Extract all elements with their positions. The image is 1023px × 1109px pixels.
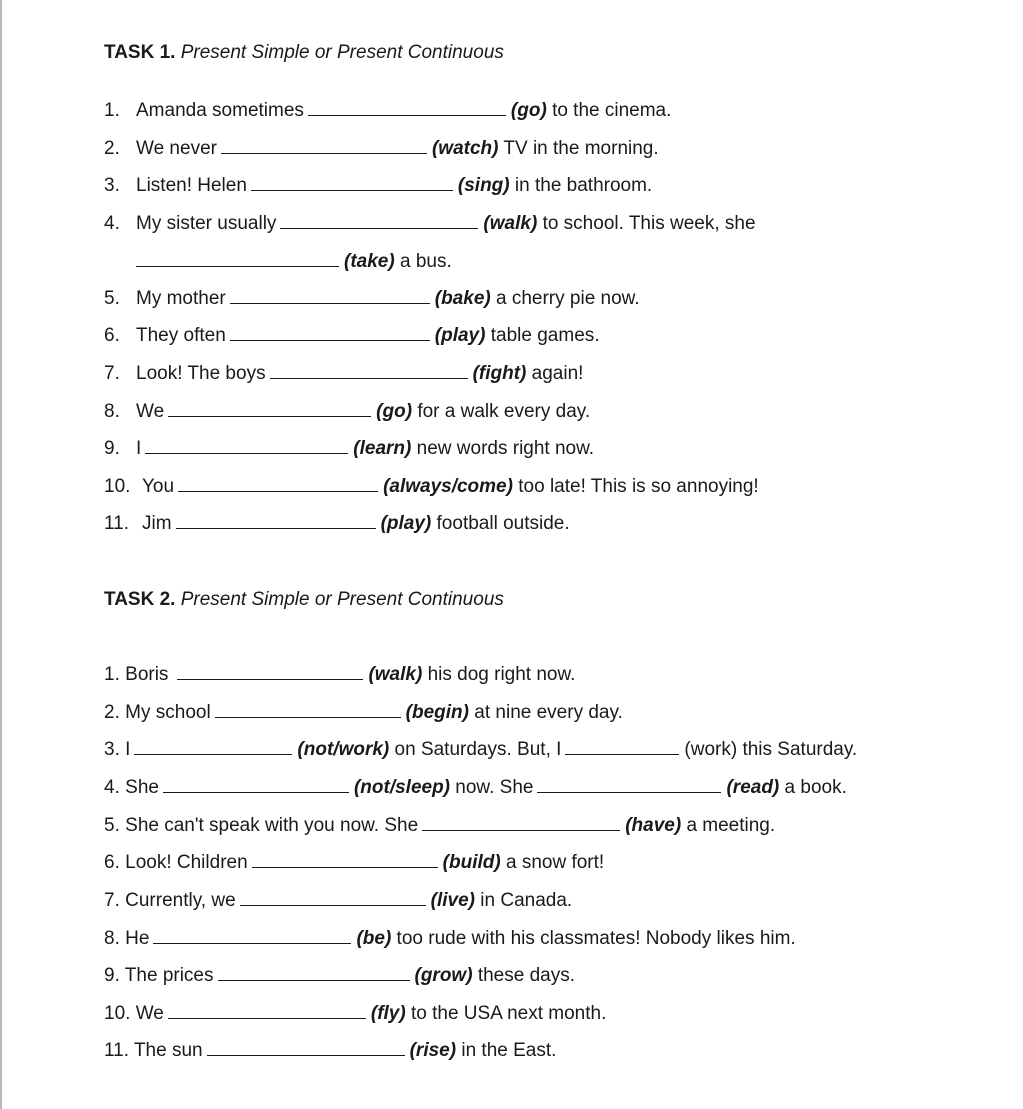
answer-blank-2[interactable] xyxy=(537,776,721,793)
item-number: 11. xyxy=(104,513,130,534)
answer-blank[interactable] xyxy=(153,927,351,944)
item-verb: (take) xyxy=(344,251,395,272)
item-text-before: He xyxy=(125,928,150,949)
item-text-before: We never xyxy=(136,138,217,159)
item-verb: (fight) xyxy=(472,363,527,384)
item-text-before: My school xyxy=(125,702,211,723)
item-text-before: The sun xyxy=(133,1040,203,1061)
item-number: 9. xyxy=(104,438,120,459)
answer-blank[interactable] xyxy=(168,400,371,417)
task1-item-3 xyxy=(104,174,652,198)
task2-item-6 xyxy=(104,851,604,875)
item-number: 10. xyxy=(104,1003,131,1024)
item-number: 7. xyxy=(104,890,120,911)
item-number: 2. xyxy=(104,702,120,723)
item-verb: (play) xyxy=(380,513,432,534)
item-verb: (not/work) xyxy=(297,739,390,760)
answer-blank[interactable] xyxy=(163,776,349,793)
item-text-before: Currently, we xyxy=(125,890,236,911)
task1-item-6 xyxy=(104,324,600,348)
item-number: 7. xyxy=(104,363,120,384)
task1-item-5 xyxy=(104,287,640,311)
task1-item-8 xyxy=(104,400,590,424)
item-verb: (sing) xyxy=(457,175,510,196)
item-text-after: new words right now. xyxy=(416,438,595,459)
item-text-before: You xyxy=(142,476,175,497)
task1-item-11 xyxy=(104,512,570,536)
item-text-after: these days. xyxy=(477,965,575,986)
task1-heading xyxy=(104,41,504,65)
task1-item-10 xyxy=(104,475,759,499)
item-text-before: Listen! Helen xyxy=(136,175,247,196)
item-verb: (fly) xyxy=(370,1003,406,1024)
item-number: 8. xyxy=(104,928,120,949)
item-text-after: in Canada. xyxy=(480,890,573,911)
item-text-before: She xyxy=(125,777,159,798)
item-text-before: Amanda sometimes xyxy=(136,100,304,121)
item-text-after: football outside. xyxy=(436,513,570,534)
answer-blank[interactable] xyxy=(178,475,378,492)
item-text-before: I xyxy=(125,739,131,760)
item-text-before: We xyxy=(135,1003,164,1024)
task2-item-5 xyxy=(104,814,775,838)
task1-item-1 xyxy=(104,99,671,123)
item-text-before: Boris xyxy=(125,664,169,685)
item-number: 5. xyxy=(104,288,120,309)
item-number: 2. xyxy=(104,138,120,159)
item-number: 1. xyxy=(104,100,120,121)
item-verb: (not/sleep) xyxy=(353,777,451,798)
answer-blank[interactable] xyxy=(136,250,339,267)
item-text-before: Look! Children xyxy=(125,852,248,873)
item-verb: (live) xyxy=(430,890,476,911)
item-text-after: at nine every day. xyxy=(474,702,623,723)
item-text-after: in the bathroom. xyxy=(514,175,653,196)
item-verb: (grow) xyxy=(414,965,473,986)
task2-item-9 xyxy=(104,964,575,988)
item-text-after: table games. xyxy=(490,325,600,346)
item-text-before: My mother xyxy=(136,288,226,309)
item-number: 5. xyxy=(104,815,120,836)
item-text-before: My sister usually xyxy=(136,213,277,234)
item-verb: (be) xyxy=(356,928,392,949)
task2-item-8 xyxy=(104,927,796,951)
answer-blank[interactable] xyxy=(176,512,376,529)
item-verb: (build) xyxy=(442,852,501,873)
item-number: 6. xyxy=(104,852,120,873)
item-number: 10. xyxy=(104,476,131,497)
task1-item-2 xyxy=(104,137,659,161)
task2-item-1 xyxy=(104,663,575,687)
answer-blank[interactable] xyxy=(230,287,430,304)
item-text-after: a snow fort! xyxy=(505,852,605,873)
item-number: 1. xyxy=(104,664,120,685)
answer-blank[interactable] xyxy=(422,814,620,831)
item-verb: (go) xyxy=(510,100,547,121)
task1-item-9 xyxy=(104,437,594,461)
answer-blank[interactable] xyxy=(168,1002,366,1019)
item-text-after-2: a book. xyxy=(784,777,847,798)
item-number: 9. xyxy=(104,965,120,986)
item-number: 11. xyxy=(104,1040,130,1061)
item-text-after: his dog right now. xyxy=(427,664,576,685)
task1-label: TASK 1. xyxy=(104,42,176,63)
task1-title: Present Simple or Present Continuous xyxy=(180,42,504,63)
answer-blank[interactable] xyxy=(134,738,292,755)
item-verb: (bake) xyxy=(434,288,491,309)
page-edge xyxy=(0,0,2,1109)
item-verb: (have) xyxy=(625,815,682,836)
answer-blank[interactable] xyxy=(251,174,453,191)
task1-item-7 xyxy=(104,362,583,386)
item-text-after: too rude with his classmates! Nobody likes him. xyxy=(396,928,796,949)
item-number: 8. xyxy=(104,401,120,422)
answer-blank[interactable] xyxy=(177,663,363,680)
item-text-after: to the cinema. xyxy=(552,100,672,121)
item-verb: (play) xyxy=(434,325,486,346)
item-text-after: to the USA next month. xyxy=(410,1003,607,1024)
answer-blank[interactable] xyxy=(145,437,348,454)
item-verb: (learn) xyxy=(353,438,412,459)
item-text-after: a meeting. xyxy=(686,815,776,836)
item-verb: (rise) xyxy=(409,1040,457,1061)
item-text-after: TV in the morning. xyxy=(503,138,659,159)
item-verb: (begin) xyxy=(405,702,469,723)
answer-blank[interactable] xyxy=(240,889,426,906)
item-text-before: We xyxy=(136,401,165,422)
item-text-after: for a walk every day. xyxy=(417,401,591,422)
item-number: 3. xyxy=(104,739,120,760)
task2-item-7 xyxy=(104,889,572,913)
item-text-after: on Saturdays. But, I xyxy=(394,739,562,760)
item-text-before: Jim xyxy=(142,513,172,534)
answer-blank[interactable] xyxy=(230,324,430,341)
answer-blank[interactable] xyxy=(218,964,410,981)
item-text-after: in the East. xyxy=(461,1040,557,1061)
item-text-after-2: (work) this Saturday. xyxy=(684,739,858,760)
item-text-before: I xyxy=(136,438,142,459)
item-text-after: again! xyxy=(531,363,584,384)
item-number: 6. xyxy=(104,325,120,346)
task2-heading xyxy=(104,588,504,612)
answer-blank[interactable] xyxy=(221,137,427,154)
task2-item-10 xyxy=(104,1002,606,1026)
item-verb: (walk) xyxy=(483,213,538,234)
task2-item-2 xyxy=(104,701,623,725)
task2-label: TASK 2. xyxy=(104,589,176,610)
item-text-after: a cherry pie now. xyxy=(496,288,640,309)
answer-blank[interactable] xyxy=(270,362,468,379)
item-text-before: They often xyxy=(136,325,226,346)
item-verb: (always/come) xyxy=(383,476,513,497)
item-text-after: now. She xyxy=(455,777,534,798)
item-text-before: The prices xyxy=(124,965,214,986)
task2-item-3 xyxy=(104,738,857,762)
item-verb: (watch) xyxy=(431,138,499,159)
item-number: 4. xyxy=(104,213,120,234)
item-text-after: to school. This week, she xyxy=(542,213,756,234)
answer-blank[interactable] xyxy=(280,212,478,229)
item-number: 3. xyxy=(104,175,120,196)
task1-item-4 xyxy=(104,212,756,236)
item-text-after: a bus. xyxy=(399,251,452,272)
item-verb: (go) xyxy=(376,401,413,422)
item-text-before: Look! The boys xyxy=(136,363,266,384)
answer-blank[interactable] xyxy=(252,851,438,868)
answer-blank[interactable] xyxy=(308,99,506,116)
item-text-after: too late! This is so annoying! xyxy=(518,476,759,497)
task2-item-4 xyxy=(104,776,847,800)
answer-blank-2[interactable] xyxy=(565,738,679,755)
item-verb: (walk) xyxy=(368,664,423,685)
item-text-before: She can't speak with you now. She xyxy=(125,815,419,836)
task2-title: Present Simple or Present Continuous xyxy=(180,589,504,610)
task1-item-4-continued xyxy=(104,250,452,274)
item-number: 4. xyxy=(104,777,120,798)
task2-item-11 xyxy=(104,1039,556,1063)
answer-blank[interactable] xyxy=(215,701,401,718)
answer-blank[interactable] xyxy=(207,1039,405,1056)
item-verb-2: (read) xyxy=(726,777,780,798)
